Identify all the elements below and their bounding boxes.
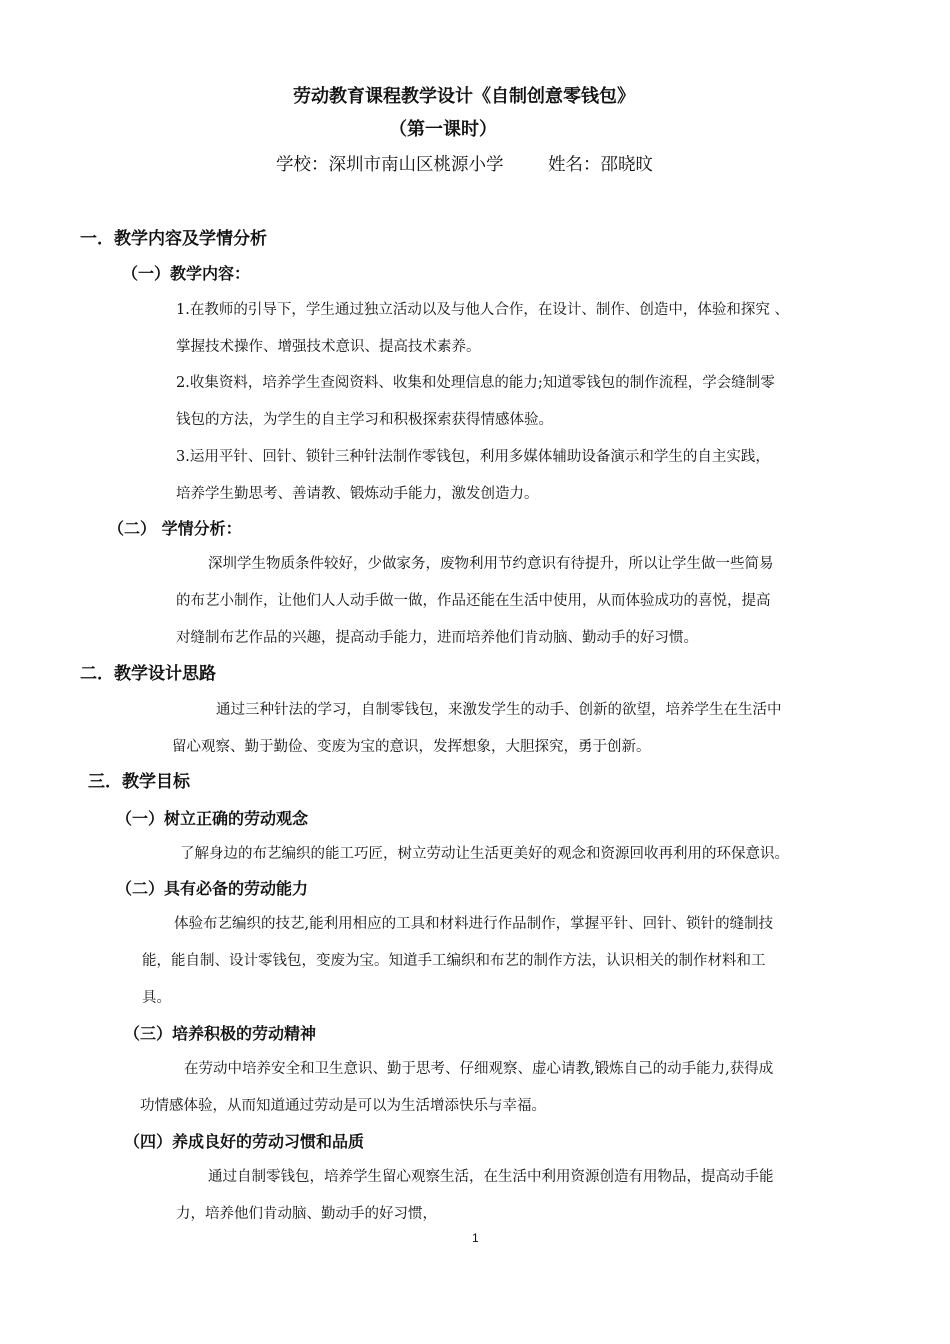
paragraph-line: 培养学生勤思考、善请教、锻炼动手能力，激发创造力。 [176, 486, 539, 502]
paragraph-line: 的布艺小制作，让他们人人动手做一做，作品还能在生活中使用，从而体验成功的喜悦，提高 [176, 593, 771, 609]
paragraph-line: 能，能自制、设计零钱包，变废为宝。知道手工编织和布艺的制作方法，认识相关的制作材料和工 [142, 953, 766, 969]
document-title: 劳动教育课程教学设计《自制创意零钱包》 [293, 86, 635, 107]
section-2-heading: 二．教学设计思路 [80, 664, 216, 684]
paragraph-line: 2.收集资料，培养学生查阅资料、收集和处理信息的能力;知道零钱包的制作流程，学会缝制零 [176, 375, 775, 391]
lesson-period: （第一课时） [389, 119, 497, 140]
paragraph-line: 1.在教师的引导下，学生通过独立活动以及与他人合作，在设计、制作、创造中，体验和探究 、 [176, 302, 789, 318]
section-1-1-heading: （一）教学内容： [122, 264, 251, 283]
paragraph-line: 掌握技术操作、增强技术意识、提高技术素养。 [176, 339, 481, 355]
paragraph-line: 通过自制零钱包，培养学生留心观察生活，在生活中利用资源创造有用物品，提高动手能 [208, 1169, 774, 1185]
paragraph-line: 留心观察、勤于勤俭、变废为宝的意识，发挥想象，大胆探究，勇于创新。 [172, 739, 651, 755]
section-3-heading: 三．教学目标 [88, 772, 190, 792]
school-author-line: 学校：深圳市南山区桃源小学 姓名：邵晓旼 [276, 155, 654, 175]
paragraph-line: 体验布艺编织的技艺,能利用相应的工具和材料进行作品制作，掌握平针、回针、锁针的缝制技 [174, 916, 774, 932]
paragraph-line: 在劳动中培养安全和卫生意识、勤于思考、仔细观察、虚心请教,锻炼自己的动手能力,获得成 [184, 1061, 774, 1077]
page-number: 1 [472, 1231, 479, 1245]
paragraph-line: 钱包的方法，为学生的自主学习和积极探索获得情感体验。 [176, 412, 553, 428]
section-1-2-heading: （二） 学情分析： [108, 519, 242, 538]
paragraph-line: 通过三种针法的学习，自制零钱包，来激发学生的动手、创新的欲望，培养学生在生活中 [216, 702, 782, 718]
paragraph-line: 对缝制布艺作品的兴趣，提高动手能力，进而培养他们肯动脑、勤动手的好习惯。 [176, 630, 698, 646]
goal-4-heading: （四）养成良好的劳动习惯和品质 [124, 1132, 365, 1151]
paragraph-line: 了解身边的布艺编织的能工巧匠，树立劳动让生活更美好的观念和资源回收再利用的环保意识。 [180, 846, 789, 862]
paragraph-line: 3.运用平针、回针、锁针三种针法制作零钱包，利用多媒体辅助设备演示和学生的自主实践， [176, 449, 770, 465]
paragraph-line: 深圳学生物质条件较好，少做家务，废物利用节约意识有待提升，所以让学生做一些简易 [208, 556, 774, 572]
goal-1-heading: （一）树立正确的劳动观念 [116, 809, 309, 828]
paragraph-line: 具。 [142, 990, 171, 1006]
paragraph-line: 力，培养他们肯动脑、勤动手的好习惯， [176, 1206, 437, 1222]
section-1-heading: 一．教学内容及学情分析 [80, 229, 267, 249]
goal-2-heading: （二）具有必备的劳动能力 [116, 879, 309, 898]
paragraph-line: 功情感体验，从而知道通过劳动是可以为生活增添快乐与幸福。 [140, 1098, 546, 1114]
goal-3-heading: （三）培养积极的劳动精神 [124, 1024, 317, 1043]
